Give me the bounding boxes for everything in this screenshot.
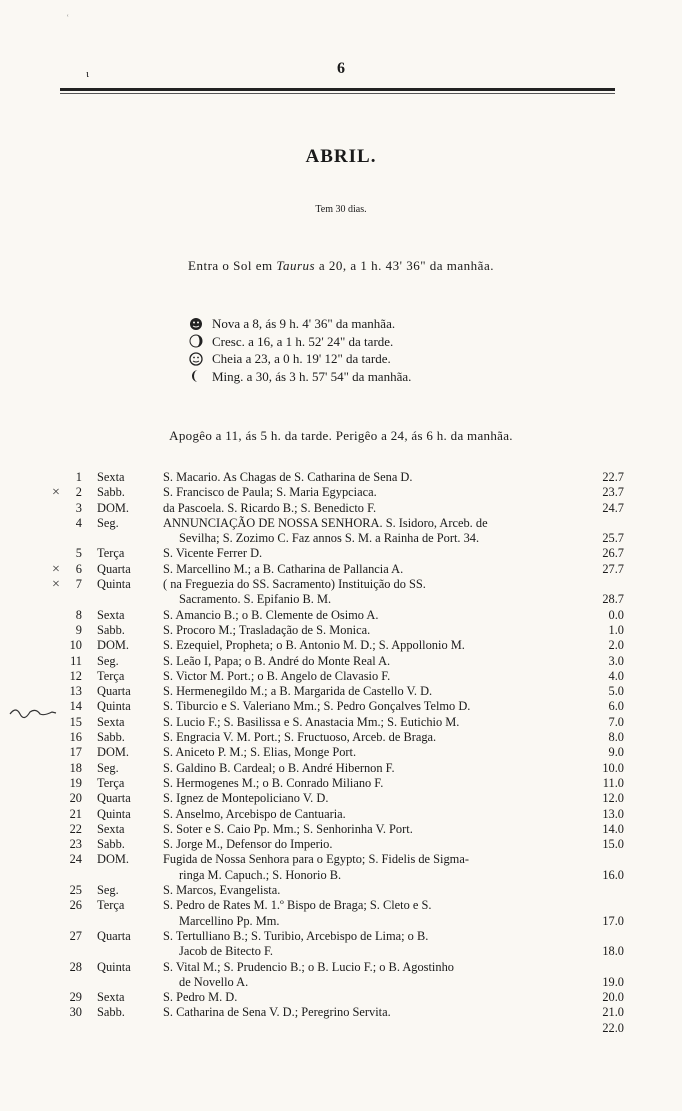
calendar-row: [0, 699, 682, 714]
weekday: Terça: [97, 546, 125, 561]
moon-age-value: 10.0: [602, 760, 624, 775]
moon-age-value: 12.0: [602, 791, 624, 806]
day-saints-text: [163, 960, 593, 991]
day-saints-line: S. Macario. As Chagas de S. Catharina de Sena D.: [163, 470, 413, 484]
day-number: 10: [69, 638, 82, 653]
day-saints-line: S. Aniceto P. M.; S. Elias, Monge Port.: [163, 745, 357, 760]
day-number: 12: [69, 668, 82, 683]
paper-speck: ʿ: [66, 14, 70, 25]
day-saints-text: [163, 807, 593, 822]
moon-age-value: 7.0: [608, 714, 624, 729]
moon-age-value: 1.0: [608, 622, 624, 637]
day-number: 11: [70, 653, 82, 668]
first-quarter-icon: [188, 334, 204, 348]
weekday: Seg.: [97, 883, 119, 898]
weekday: DOM.: [97, 638, 130, 653]
moon-phase-first-quarter: [188, 333, 411, 351]
handwritten-cross-mark: ×: [52, 577, 60, 593]
calendar-row: [0, 898, 682, 929]
day-saints-text: [163, 577, 593, 608]
moon-age-value: 6.0: [608, 699, 624, 714]
moon-age-value: 15.0: [602, 837, 624, 852]
day-saints-line: S. Victor M. Port.; o B. Angelo de Clavasio F.: [163, 668, 391, 683]
calendar-row: [0, 960, 682, 991]
day-saints-text: [163, 699, 593, 714]
moon-phase-new: [188, 315, 411, 333]
day-saints-text: [163, 1005, 593, 1020]
day-number: 9: [75, 622, 82, 637]
calendar-table: [0, 470, 682, 1036]
day-saints-line: S. Leão I, Papa; o B. André do Monte Real A.: [163, 653, 391, 668]
day-saints-text: [163, 638, 593, 653]
day-saints-line: S. Vicente Ferrer D.: [163, 546, 263, 561]
last-quarter-icon: [188, 369, 204, 383]
day-saints-line: ANNUNCIAÇÃO DE NOSSA SENHORA. S. Isidoro, Arceb. de: [163, 515, 488, 530]
weekday: Sexta: [97, 470, 125, 484]
moon-age-value: 16.0: [602, 867, 624, 882]
calendar-row: [0, 730, 682, 745]
weekday: Seg.: [97, 515, 119, 530]
weekday: DOM.: [97, 745, 130, 760]
day-saints-line: S. Tertulliano B.; S. Turibio, Arcebispo de Lima; o B.: [163, 928, 429, 943]
margin-tick-mark: ι: [86, 68, 89, 80]
day-saints-text: [163, 761, 593, 776]
calendar-row: [0, 654, 682, 669]
handwritten-cross-mark: ×: [52, 485, 60, 501]
weekday: Quarta: [97, 684, 131, 699]
page-number: 6: [337, 60, 345, 77]
day-saints-line: S. Catharina de Sena V. D.; Peregrino Servita.: [163, 1005, 391, 1020]
calendar-row: [0, 990, 682, 1005]
moon-age-value: 22.0: [602, 1020, 624, 1035]
moon-age-value: 0.0: [608, 607, 624, 622]
day-number: 8: [75, 607, 82, 622]
day-saints-text: [163, 929, 593, 960]
day-saints-text: [163, 898, 593, 929]
moon-age-value: 24.7: [602, 500, 624, 515]
calendar-row: [0, 562, 682, 577]
day-saints-text: [163, 776, 593, 791]
days-count: Tem 30 dias.: [315, 204, 367, 215]
handwritten-cross-mark: ×: [52, 561, 60, 577]
day-number: 6: [75, 561, 82, 576]
moon-age-value: 2.0: [608, 638, 624, 653]
moon-age-value: 28.7: [602, 592, 624, 607]
moon-age-value: 3.0: [608, 653, 624, 668]
day-saints-line: S. Ezequiel, Propheta; o B. Antonio M. D.; S. Appollonio M.: [163, 638, 465, 653]
day-saints-text: [163, 730, 593, 745]
calendar-row: [0, 608, 682, 623]
calendar-row: [0, 745, 682, 760]
moon-age-value: 11.0: [602, 775, 624, 790]
calendar-row: [0, 837, 682, 852]
day-saints-text: [163, 837, 593, 852]
weekday: Sabb.: [97, 837, 125, 852]
day-number: 16: [69, 730, 82, 745]
day-saints-line: S. Tiburcio e S. Valeriano Mm.; S. Pedro Gonçalves Telmo D.: [163, 699, 471, 714]
moon-age-value: 5.0: [608, 684, 624, 699]
header-rule-thin: [60, 93, 615, 94]
moon-age-value: 19.0: [602, 974, 624, 989]
calendar-row: [0, 546, 682, 561]
moon-phase-text: Cresc. a 16, a 1 h. 52' 24" da tarde.: [212, 333, 394, 349]
day-saints-line: S. Jorge M., Defensor do Imperio.: [163, 837, 333, 852]
day-saints-line: S. Pedro de Rates M. 1.º Bispo de Braga; S. Cleto e S.: [163, 898, 432, 913]
moon-age-value: 17.0: [602, 913, 624, 928]
sun-entry-prefix: Entra o Sol em: [188, 258, 273, 273]
weekday: Terça: [97, 668, 125, 683]
day-saints-line: S. Ignez de Montepoliciano V. D.: [163, 791, 329, 806]
weekday: Sexta: [97, 821, 125, 836]
weekday: Quinta: [97, 806, 131, 821]
calendar-row: [0, 883, 682, 898]
full-moon-icon: [188, 352, 204, 366]
day-saints-text: [163, 791, 593, 806]
calendar-row: [0, 577, 682, 608]
weekday: Sabb.: [97, 1005, 125, 1020]
calendar-row: [0, 1021, 682, 1036]
weekday: Terça: [97, 898, 125, 913]
sun-entry-suffix: a 20, a 1 h. 43' 36" da manhãa.: [318, 258, 494, 273]
moon-age-value: 22.7: [602, 470, 624, 484]
day-saints-line: S. Vital M.; S. Prudencio B.; o B. Lucio F.; o B. Agostinho: [163, 959, 454, 974]
moon-phase-full: [188, 350, 411, 368]
calendar-row: [0, 516, 682, 547]
day-saints-text: [163, 562, 593, 577]
day-saints-line: da Pascoela. S. Ricardo B.; S. Benedicto F.: [163, 500, 377, 515]
calendar-row: [0, 761, 682, 776]
day-number: 15: [69, 714, 82, 729]
weekday: Seg.: [97, 653, 119, 668]
day-number: 19: [69, 775, 82, 790]
day-saints-line: Fugida de Nossa Senhora para o Egypto; S. Fidelis de Sigma-: [163, 852, 469, 867]
day-number: 24: [69, 852, 82, 867]
calendar-row: [0, 1005, 682, 1020]
weekday: Sabb.: [97, 622, 125, 637]
day-number: 4: [75, 515, 82, 530]
day-saints-line: S. Anselmo, Arcebispo de Cantuaria.: [163, 806, 346, 821]
day-saints-text: [163, 485, 593, 500]
moon-age-value: 13.0: [602, 806, 624, 821]
moon-phase-text: Ming. a 30, ás 3 h. 57' 54" da manhãa.: [212, 368, 412, 384]
day-number: 21: [69, 806, 82, 821]
day-number: 25: [69, 883, 82, 898]
day-saints-line: S. Amancio B.; o B. Clemente de Osimo A.: [163, 607, 379, 622]
day-number: 1: [75, 470, 82, 484]
moon-age-value: 20.0: [602, 990, 624, 1005]
calendar-row: [0, 623, 682, 638]
day-number: 13: [69, 684, 82, 699]
moon-age-value: 8.0: [608, 730, 624, 745]
calendar-row: [0, 470, 682, 485]
day-saints-line: S. Galdino B. Cardeal; o B. André Hibernon F.: [163, 760, 395, 775]
weekday: Quinta: [97, 577, 131, 592]
moon-age-value: 9.0: [608, 745, 624, 760]
day-saints-line-continued: de Novello A.: [179, 974, 249, 989]
day-saints-line: S. Procoro M.; Trasladação de S. Monica.: [163, 622, 371, 637]
month-title: ABRIL.: [305, 146, 377, 167]
day-saints-line: S. Soter e S. Caio Pp. Mm.; S. Senhorinha V. Port.: [163, 821, 413, 836]
calendar-row: [0, 684, 682, 699]
moon-age-value: 27.7: [602, 561, 624, 576]
day-number: 22: [69, 821, 82, 836]
day-number: 23: [69, 837, 82, 852]
calendar-row: [0, 807, 682, 822]
weekday: Quarta: [97, 791, 131, 806]
day-saints-line: S. Hermogenes M.; o B. Conrado Miliano F.: [163, 775, 384, 790]
day-number: 26: [69, 898, 82, 913]
day-saints-line: S. Pedro M. D.: [163, 990, 238, 1005]
day-number: 27: [69, 928, 82, 943]
day-saints-line: S. Marcellino M.; a B. Catharina de Pallancia A.: [163, 561, 404, 576]
apogee-perigee-line: Apogêo a 11, ás 5 h. da tarde. Perigêo a 24, ás 6 h. da manhãa.: [169, 428, 513, 443]
day-number: 7: [75, 577, 82, 592]
moon-phase-text: Cheia a 23, a 0 h. 19' 12" da tarde.: [212, 351, 391, 366]
calendar-row: [0, 638, 682, 653]
day-saints-line: S. Francisco de Paula; S. Maria Egypciaca.: [163, 485, 377, 500]
weekday: Sabb.: [97, 485, 125, 500]
weekday: Quarta: [97, 561, 131, 576]
day-saints-text: [163, 623, 593, 638]
day-saints-line-continued: Sevilha; S. Zozimo C. Faz annos S. M. a Rainha de Port. 34.: [179, 531, 480, 546]
calendar-row: [0, 669, 682, 684]
day-number: 5: [75, 546, 82, 561]
weekday: Seg.: [97, 760, 119, 775]
day-number: 14: [69, 699, 82, 714]
day-number: 18: [69, 760, 82, 775]
calendar-row: [0, 852, 682, 883]
calendar-row: [0, 776, 682, 791]
day-number: 30: [69, 1005, 82, 1020]
day-number: 28: [69, 959, 82, 974]
day-saints-line: S. Marcos, Evangelista.: [163, 883, 281, 898]
moon-age-value: 18.0: [602, 944, 624, 959]
calendar-row: [0, 715, 682, 730]
calendar-row: [0, 929, 682, 960]
weekday: Quinta: [97, 959, 131, 974]
calendar-row: [0, 822, 682, 837]
moon-age-value: 23.7: [602, 485, 624, 500]
moon-phase-text: Nova a 8, ás 9 h. 4' 36" da manhãa.: [212, 316, 396, 331]
weekday: Quarta: [97, 928, 131, 943]
day-saints-text: [163, 608, 593, 623]
day-saints-text: [163, 470, 593, 485]
day-saints-line-continued: Marcellino Pp. Mm.: [179, 913, 280, 928]
day-saints-text: [163, 822, 593, 837]
moon-age-value: 21.0: [602, 1005, 624, 1020]
day-number: 29: [69, 990, 82, 1005]
header-rule: [60, 88, 615, 91]
sun-entry-line: [0, 258, 682, 274]
new-moon-icon: [188, 317, 204, 331]
day-saints-text: [163, 715, 593, 730]
day-saints-line-continued: Sacramento. S. Epifanio B. M.: [179, 592, 332, 607]
day-saints-text: [163, 745, 593, 760]
moon-phases: [188, 315, 411, 385]
day-saints-text: [163, 654, 593, 669]
moon-age-value: 4.0: [608, 668, 624, 683]
day-saints-text: [163, 501, 593, 516]
calendar-row: [0, 791, 682, 806]
calendar-row: [0, 501, 682, 516]
weekday: Quinta: [97, 699, 131, 714]
calendar-row: [0, 485, 682, 500]
day-number: 3: [75, 500, 82, 515]
moon-age-value: 25.7: [602, 531, 624, 546]
day-saints-line: S. Engracia V. M. Port.; S. Fructuoso, Arceb. de Braga.: [163, 730, 437, 745]
moon-phase-last-quarter: [188, 368, 411, 386]
day-saints-line-continued: ringa M. Capuch.; S. Honorio B.: [179, 867, 342, 882]
day-number: 2: [75, 485, 82, 500]
weekday: DOM.: [97, 852, 130, 867]
day-saints-text: [163, 546, 593, 561]
weekday: Terça: [97, 775, 125, 790]
day-saints-text: [163, 669, 593, 684]
weekday: DOM.: [97, 500, 130, 515]
day-saints-text: [163, 684, 593, 699]
day-saints-text: [163, 516, 593, 547]
moon-age-value: 26.7: [602, 546, 624, 561]
day-saints-line: S. Hermenegildo M.; a B. Margarida de Castello V. D.: [163, 684, 433, 699]
day-saints-text: [163, 852, 593, 883]
moon-age-value: 14.0: [602, 821, 624, 836]
weekday: Sexta: [97, 714, 125, 729]
day-saints-line: ( na Freguezia do SS. Sacramento) Instituição do SS.: [163, 577, 426, 592]
day-number: 17: [69, 745, 82, 760]
sun-entry-sign: Taurus: [276, 258, 316, 273]
weekday: Sabb.: [97, 730, 125, 745]
day-saints-text: [163, 990, 593, 1005]
day-saints-text: [163, 883, 593, 898]
weekday: Sexta: [97, 990, 125, 1005]
day-saints-line: S. Lucio F.; S. Basilissa e S. Anastacia Mm.; S. Eutichio M.: [163, 714, 460, 729]
weekday: Sexta: [97, 607, 125, 622]
day-number: 20: [69, 791, 82, 806]
day-saints-line-continued: Jacob de Bitecto F.: [179, 944, 273, 959]
